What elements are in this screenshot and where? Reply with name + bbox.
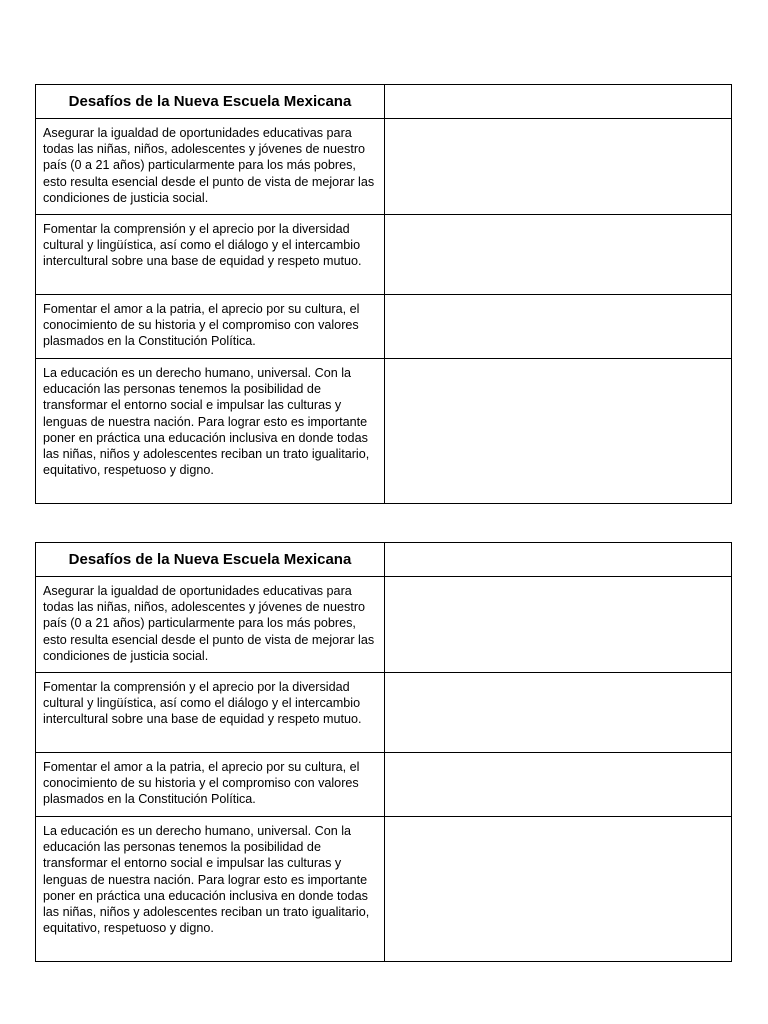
- challenge-text: Fomentar el amor a la patria, el aprecio por su cultura, el conocimiento de su historia y el compromiso con valores plasmados en la Constitución Política.: [36, 753, 385, 817]
- answer-cell[interactable]: [385, 673, 732, 753]
- answer-header-cell[interactable]: [385, 543, 732, 577]
- challenge-text: Asegurar la igualdad de oportunidades educativas para todas las niñas, niños, adolescentes y jóvenes de nuestro país (0 a 21 años) particularmente para los más pobres, esto resulta esencial desde el punto de vista de mejorar las condiciones de justicia social.: [36, 119, 385, 215]
- table-header-title: Desafíos de la Nueva Escuela Mexicana: [36, 85, 385, 119]
- table-row: [36, 295, 732, 359]
- challenge-text: La educación es un derecho humano, universal. Con la educación las personas tenemos la posibilidad de transformar el entorno social e impulsar las culturas y lenguas de nuestra nación. Para lograr esto es importante poner en práctica una educación inclusiva en donde todas las niñas, niños y adolescentes reciban un trato igualitario, equitativo, respetuoso y digno.: [36, 359, 385, 504]
- table-header-row: [36, 85, 732, 119]
- challenge-text: Asegurar la igualdad de oportunidades educativas para todas las niñas, niños, adolescentes y jóvenes de nuestro país (0 a 21 años) particularmente para los más pobres, esto resulta esencial desde el punto de vista de mejorar las condiciones de justicia social.: [36, 577, 385, 673]
- answer-cell[interactable]: [385, 577, 732, 673]
- answer-cell[interactable]: [385, 753, 732, 817]
- answer-cell[interactable]: [385, 817, 732, 962]
- table-row: [36, 817, 732, 962]
- challenge-text: Fomentar la comprensión y el aprecio por la diversidad cultural y lingüística, así como el diálogo y el intercambio intercultural sobre una base de equidad y respeto mutuo.: [36, 673, 385, 753]
- answer-cell[interactable]: [385, 119, 732, 215]
- table-row: [36, 359, 732, 504]
- table-row: [36, 577, 732, 673]
- answer-cell[interactable]: [385, 215, 732, 295]
- table-row: [36, 753, 732, 817]
- challenge-text: Fomentar el amor a la patria, el aprecio por su cultura, el conocimiento de su historia y el compromiso con valores plasmados en la Constitución Política.: [36, 295, 385, 359]
- challenge-text: La educación es un derecho humano, universal. Con la educación las personas tenemos la posibilidad de transformar el entorno social e impulsar las culturas y lenguas de nuestra nación. Para lograr esto es importante poner en práctica una educación inclusiva en donde todas las niñas, niños y adolescentes reciban un trato igualitario, equitativo, respetuoso y digno.: [36, 817, 385, 962]
- challenge-text: Fomentar la comprensión y el aprecio por la diversidad cultural y lingüística, así como el diálogo y el intercambio intercultural sobre una base de equidad y respeto mutuo.: [36, 215, 385, 295]
- challenges-table-2: [35, 542, 732, 962]
- table-header-title: Desafíos de la Nueva Escuela Mexicana: [36, 543, 385, 577]
- table-header-row: [36, 543, 732, 577]
- table-row: [36, 119, 732, 215]
- challenges-table-1: [35, 84, 732, 504]
- answer-cell[interactable]: [385, 295, 732, 359]
- table-row: [36, 215, 732, 295]
- table-row: [36, 673, 732, 753]
- answer-header-cell[interactable]: [385, 85, 732, 119]
- answer-cell[interactable]: [385, 359, 732, 504]
